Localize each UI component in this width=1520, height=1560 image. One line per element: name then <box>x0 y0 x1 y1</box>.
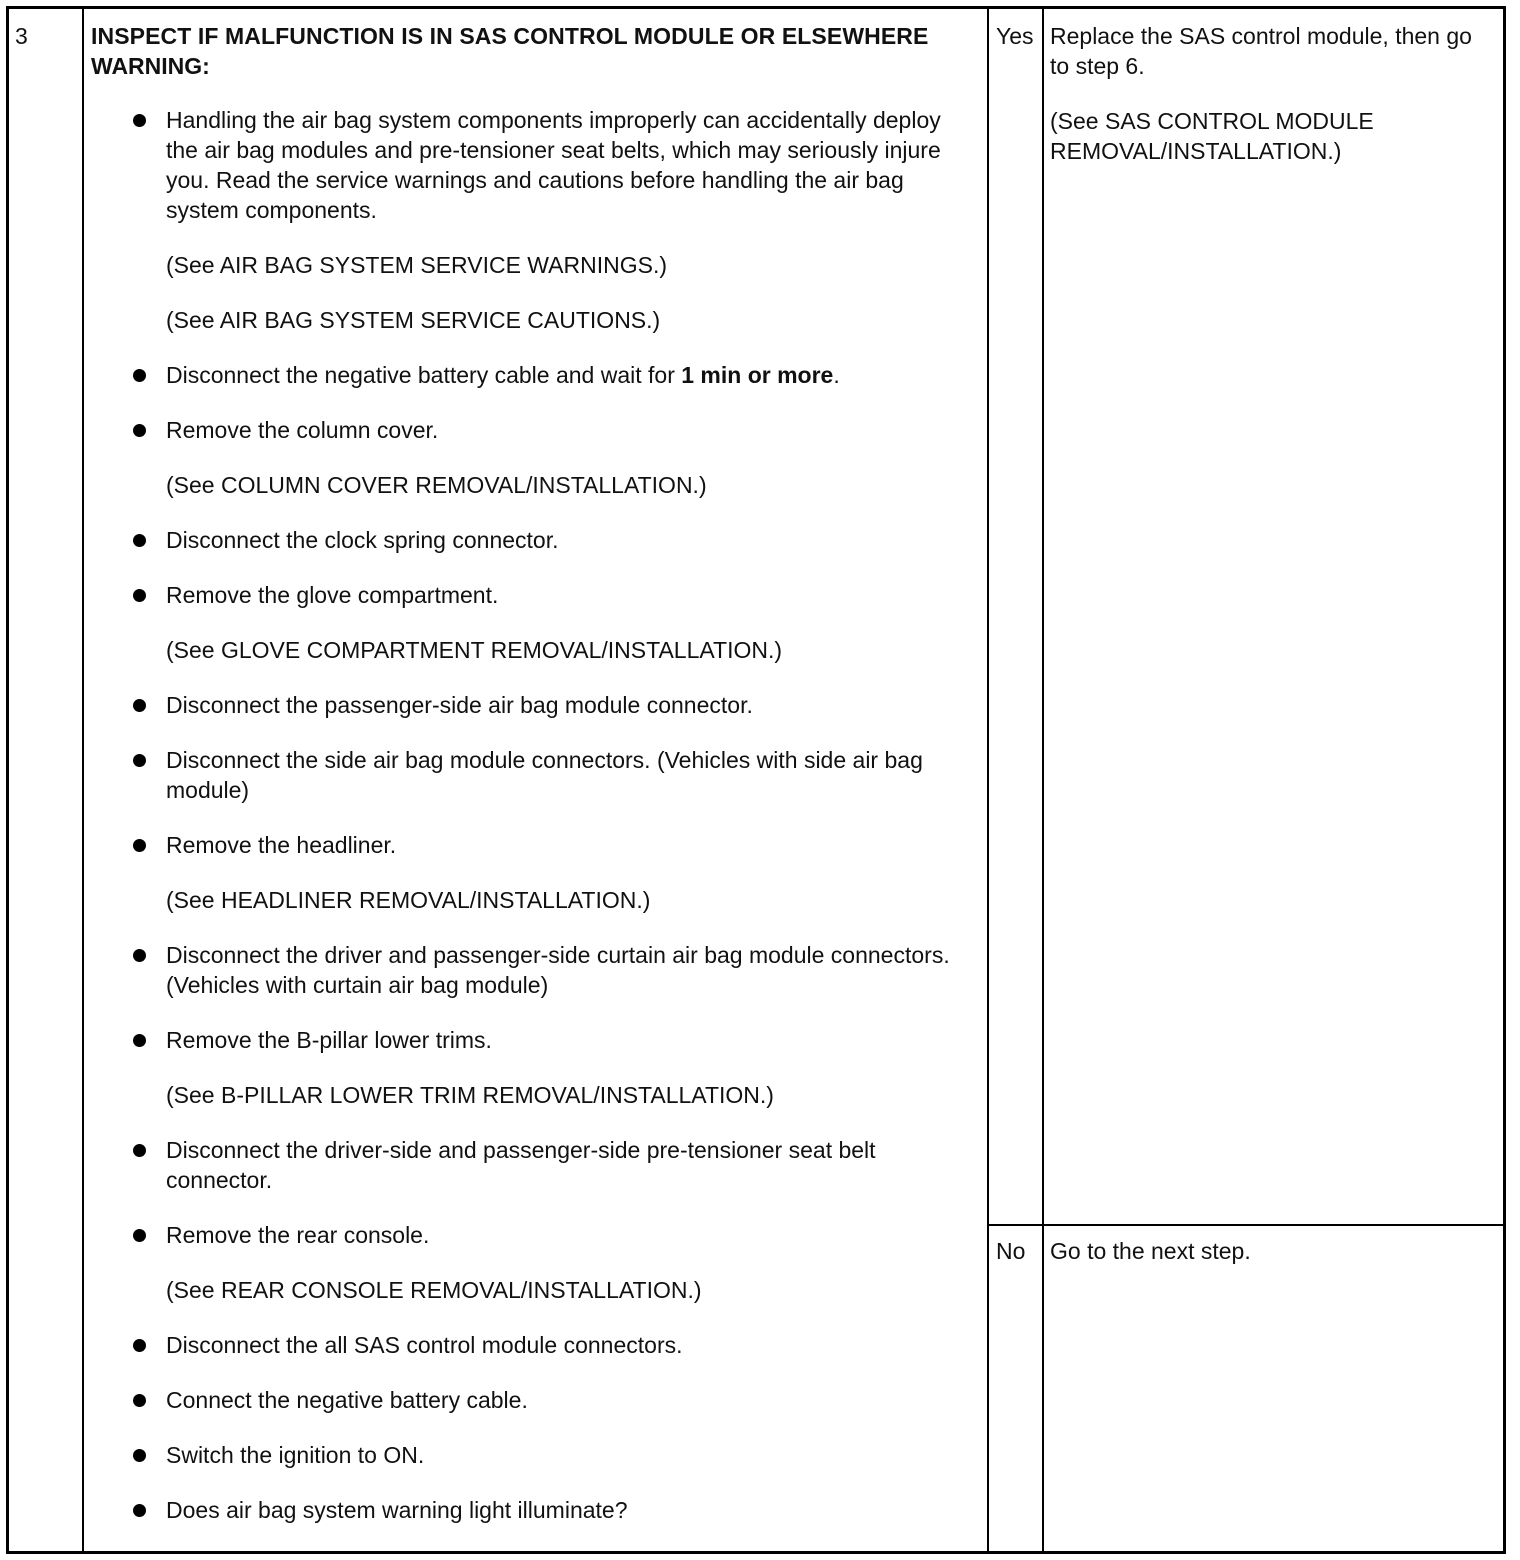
row-divider <box>987 1224 1503 1226</box>
bullet-icon <box>133 114 146 127</box>
instruction-text: Disconnect the driver-side and passenger-side pre-tensioner seat belt connector. <box>166 1137 876 1193</box>
instruction-item <box>91 940 951 1000</box>
yes-action: Replace the SAS control module, then go to step 6. <box>1050 23 1472 79</box>
instruction-item <box>91 1440 951 1470</box>
bullet-icon <box>133 699 146 712</box>
no-label: No <box>996 1238 1026 1264</box>
bullet-icon <box>133 1339 146 1352</box>
bullet-icon <box>133 839 146 852</box>
reference-link[interactable]: (See COLUMN COVER REMOVAL/INSTALLATION.) <box>166 472 707 498</box>
bullet-icon <box>133 589 146 602</box>
emphasis-text: 1 min or more <box>681 362 834 388</box>
instruction-text: Disconnect the side air bag module connectors. (Vehicles with side air bag module) <box>166 747 923 803</box>
procedure-table <box>6 6 1506 1554</box>
instruction-item <box>91 105 951 335</box>
reference-link[interactable]: (See AIR BAG SYSTEM SERVICE CAUTIONS.) <box>166 307 661 333</box>
instruction-item <box>91 745 951 805</box>
bullet-icon <box>133 1449 146 1462</box>
bullet-icon <box>133 754 146 767</box>
step-heading: INSPECT IF MALFUNCTION IS IN SAS CONTROL MODULE OR ELSEWHERE <box>91 23 929 49</box>
instruction-text: Disconnect the driver and passenger-side curtain air bag module connectors. (Vehicles with curtain air bag module) <box>166 942 950 998</box>
instruction-text: Remove the glove compartment. <box>166 582 499 608</box>
bullet-icon <box>133 1229 146 1242</box>
bullet-icon <box>133 1144 146 1157</box>
instruction-item <box>91 580 951 665</box>
instruction-text: Disconnect the clock spring connector. <box>166 527 559 553</box>
inspection-column <box>91 21 951 1525</box>
instruction-list <box>91 105 951 1525</box>
instruction-text: Handling the air bag system components improperly can accidentally deploy the air bag modules and pre-tensioner seat belts, which may seriously injure you. Read the service warnings and cautions before handling the air bag system components. <box>166 107 941 223</box>
instruction-item <box>91 1385 951 1415</box>
yes-label: Yes <box>996 23 1034 49</box>
instruction-text: Disconnect the all SAS control module connectors. <box>166 1332 683 1358</box>
instruction-text: Disconnect the negative battery cable and wait for <box>166 362 682 388</box>
instruction-item <box>91 1220 951 1305</box>
instruction-item <box>91 525 951 555</box>
yes-action-cell <box>1050 21 1490 166</box>
instruction-item <box>91 1135 951 1195</box>
instruction-item <box>91 830 951 915</box>
instruction-item <box>91 690 951 720</box>
bullet-icon <box>133 1034 146 1047</box>
reference-link[interactable]: (See HEADLINER REMOVAL/INSTALLATION.) <box>166 887 651 913</box>
instruction-item <box>91 1025 951 1110</box>
column-divider <box>987 9 989 1551</box>
instruction-text: Connect the negative battery cable. <box>166 1387 528 1413</box>
instruction-item <box>91 1495 951 1525</box>
step-number: 3 <box>15 23 28 49</box>
bullet-icon <box>133 949 146 962</box>
bullet-icon <box>133 534 146 547</box>
reference-link[interactable]: (See B-PILLAR LOWER TRIM REMOVAL/INSTALLATION.) <box>166 1082 774 1108</box>
reference-link[interactable]: (See GLOVE COMPARTMENT REMOVAL/INSTALLATION.) <box>166 637 783 663</box>
instruction-text: Switch the ignition to ON. <box>166 1442 425 1468</box>
yes-reference-link[interactable]: (See SAS CONTROL MODULE REMOVAL/INSTALLATION.) <box>1050 108 1374 164</box>
bullet-icon <box>133 424 146 437</box>
instruction-text: Remove the B-pillar lower trims. <box>166 1027 492 1053</box>
warning-label: WARNING: <box>91 53 210 79</box>
reference-link[interactable]: (See REAR CONSOLE REMOVAL/INSTALLATION.) <box>166 1277 702 1303</box>
instruction-text-tail: . <box>833 362 840 388</box>
instruction-text: Remove the column cover. <box>166 417 439 443</box>
instruction-text: Does air bag system warning light illuminate? <box>166 1497 628 1523</box>
instruction-text: Disconnect the passenger-side air bag module connector. <box>166 692 753 718</box>
bullet-icon <box>133 369 146 382</box>
bullet-icon <box>133 1394 146 1407</box>
instruction-item <box>91 360 951 390</box>
column-divider <box>1042 9 1044 1551</box>
instruction-item <box>91 415 951 500</box>
bullet-icon <box>133 1504 146 1517</box>
column-divider <box>82 9 84 1551</box>
no-action: Go to the next step. <box>1050 1238 1251 1264</box>
instruction-text: Remove the headliner. <box>166 832 397 858</box>
instruction-text: Remove the rear console. <box>166 1222 430 1248</box>
reference-link[interactable]: (See AIR BAG SYSTEM SERVICE WARNINGS.) <box>166 252 668 278</box>
instruction-item <box>91 1330 951 1360</box>
